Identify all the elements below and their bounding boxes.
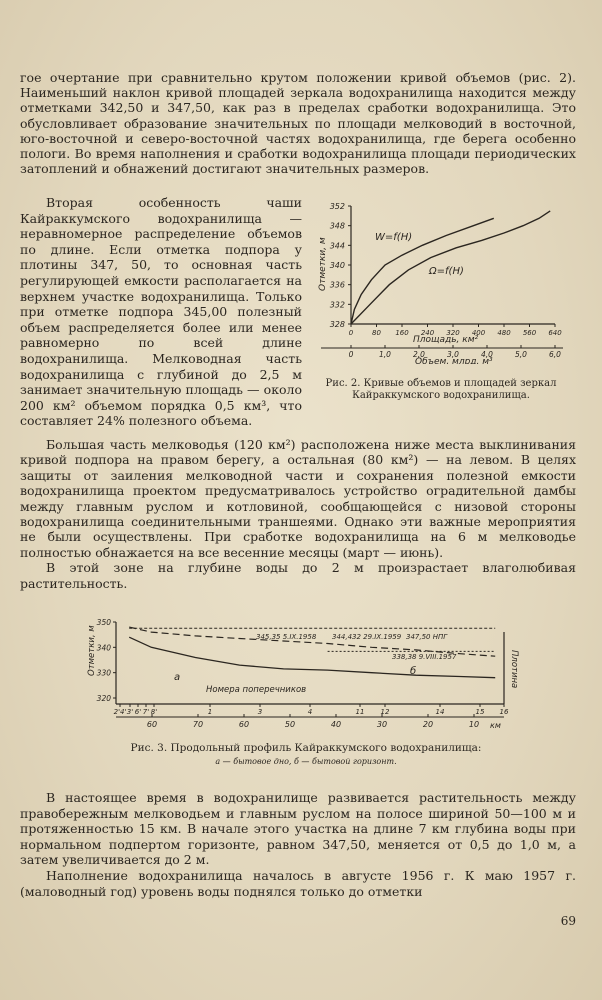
fig3-level-label-2: 344,432 29.IX.1959: [332, 633, 402, 641]
fig2-volume-tick-label: 4,0: [481, 350, 493, 359]
middle-paragraphs: [20, 437, 576, 591]
fig2-area-tick-label: 320: [446, 329, 460, 337]
fig3-section-label: 7': [142, 708, 150, 716]
fig3-section-label: 12: [380, 708, 390, 716]
fig3-section-label: 4: [307, 708, 313, 716]
fig3-caption-legend: а — бытовое дно, б — бытовой горизонт.: [215, 757, 397, 766]
fig2-y-tick-label: 328: [329, 320, 345, 329]
fig3-km-tick-label: 30: [376, 720, 388, 729]
fig2-caption: Рис. 2. Кривые объемов и площадей зеркал Кайраккумского водохранилища.: [325, 378, 557, 401]
figure-3: [76, 614, 536, 774]
fig3-section-label: 1: [207, 708, 213, 716]
bottom-paragraphs: [20, 790, 576, 899]
fig3-y-tick-label: 350: [96, 618, 111, 627]
fig3-section-label: 3: [257, 708, 263, 716]
wrap-paragraph-text: Вторая особенность чаши Кайраккумского водохранилища — неравномерное распределение объемов по длине. Если отметка подпора у плотины 347, 50, то основная часть регулирующей емкости располагается на верхнем участке водохранилища. Только при отметке подпора 345,00 полезный объем распределяется более или менее равномерно по всей длине водохранилища. Мелководная часть водохранилища с глубиной до 2,5 м занимает значительную площадь — около 200 км² объемом порядка 0,5 км³, что составляет 24% полезного объема.: [20, 195, 302, 429]
fig3-km-unit: км: [490, 721, 501, 730]
fig2-y-tick-label: 348: [329, 221, 345, 231]
fig3-curve-a-label: а: [174, 672, 181, 683]
top-paragraph: [20, 70, 576, 176]
fig2-volume-tick-label: 6,0: [549, 350, 561, 359]
fig3-y-tick-label: 330: [96, 668, 111, 678]
fig2-volume-tick-label: 5,0: [515, 350, 527, 359]
figure-2: [305, 196, 577, 420]
figure-2-chart: [305, 196, 577, 364]
fig2-volume-tick-label: 2,0: [413, 350, 425, 359]
fig3-section-label: 3': [126, 708, 134, 716]
fig2-axes: [321, 206, 563, 348]
fig2-x-label-area: Площадь, км²: [413, 335, 479, 345]
fig2-volume-curve: [351, 218, 494, 324]
middle-paragraph-2: В этой зоне на глубине воды до 2 м произрастает влаголюбивая растительность.: [20, 560, 576, 591]
middle-paragraph-1: Большая часть мелководья (120 км²) расположена ниже места выклинивания кривой подпора на правом берегу, а остальная (80 км²) — на левом. В целях защиты от заиления мелководной части и сохранения полезной емкости водохранилища проектом предусматривалось устройство оградительной дамбы между главным руслом и котловиной, сообщающейся с низовой стороны водохранилища соединительными траншеями. Однако эти важные мероприятия не были осуществлены. При сработке водохранилища на 6 м мелководье полностью обнажается на все весенние месяцы (март — июнь).: [20, 437, 576, 560]
fig3-caption: Рис. 3. Продольный профиль Кайраккумского водохранилища:: [130, 742, 482, 754]
figure-3-chart: [76, 614, 536, 734]
fig2-area-tick-label: 640: [548, 329, 562, 337]
fig3-section-label: 16: [499, 708, 509, 716]
top-paragraph-text: гое очертание при сравнительно крутом положении кривой объемов (рис. 2). Наименьший наклон кривой площадей зеркала водохранилища находится между отметками 342,50 и 347,50, как раз в пределах сработки водохранилища. Это обусловливает образование значительных по площади мелководий в восточной, юго-восточной и северо-восточной частях водохранилища, где берега особенно пологи. Во время наполнения и сработки водохранилища площади периодических затоплений и обнажений достигают значительных размеров.: [20, 70, 576, 177]
page-number: 69: [560, 914, 576, 928]
fig3-km-tick-label: 60: [146, 720, 158, 729]
fig3-section-label: 15: [475, 708, 485, 716]
fig2-volume-tick-label: 0: [348, 350, 354, 359]
fig3-km-tick-label: 60: [238, 720, 250, 729]
fig2-volume-tick-label: 3,0: [447, 350, 459, 359]
fig3-level-label-1: 345,35 5.IX.1958: [256, 633, 317, 641]
fig2-area-tick-label: 80: [372, 329, 381, 337]
fig3-km-tick-label: 10: [468, 720, 480, 729]
fig3-km-tick-label: 20: [422, 720, 434, 729]
bottom-paragraph-2: Наполнение водохранилища началось в августе 1956 г. К маю 1957 г. (маловодный год) уровень воды поднялся только до отметки: [20, 867, 576, 899]
fig2-x-label-volume: Объем, млрд. м³: [415, 357, 493, 364]
fig3-dam-label: Плотина: [509, 650, 519, 689]
fig3-y-tick-label: 340: [96, 643, 111, 653]
fig2-area-label: Ω=f(H): [429, 266, 464, 277]
fig2-area-tick-label: 160: [395, 329, 409, 337]
fig2-volume-tick-label: 1,0: [379, 350, 391, 359]
fig3-section-label: 14: [435, 708, 445, 716]
fig3-level-label-4: 338,38 9.VIII.1957: [392, 653, 457, 661]
fig3-section-label: 2'4': [113, 708, 127, 716]
fig3-section-label: 11: [355, 708, 365, 716]
fig2-y-tick-label: 344: [329, 241, 345, 251]
fig2-area-tick-label: 480: [497, 329, 511, 337]
fig2-area-tick-label: 560: [522, 329, 537, 337]
fig2-volume-label: W=f(H): [375, 232, 413, 243]
fig3-level-label-3: 347,50 НПГ: [406, 633, 448, 641]
fig3-section-label: 8': [150, 708, 158, 716]
fig2-area-tick-label: 400: [471, 329, 486, 337]
fig3-km-tick-label: 40: [330, 720, 342, 729]
fig2-area-tick-label: 240: [420, 329, 435, 337]
bottom-paragraph-1: В настоящее время в водохранилище развивается растительность между правобережным мелководьем и главным руслом на полосе шириной 50—100 м и протяженностью 15 км. В начале этого участка на длине 7 км глубина воды при нормальном подпертом горизонте, равном 347,50, меняется от 0,5 до 1,0 м, а затем увеличивается до 2 м.: [20, 790, 576, 868]
fig3-section-label: 6': [134, 708, 142, 716]
fig2-y-label: Отметки, м: [318, 237, 328, 291]
fig3-curve-b-label: б: [410, 666, 417, 677]
fig3-y-tick-label: 320: [96, 694, 111, 703]
fig3-y-label: Отметки, м: [87, 625, 97, 676]
fig2-area-tick-label: 0: [348, 329, 354, 337]
fig2-y-tick-label: 340: [329, 261, 345, 270]
fig3-km-tick-label: 50: [284, 720, 296, 729]
fig3-sections-label: Номера поперечников: [206, 685, 307, 695]
fig2-y-tick-label: 332: [329, 300, 345, 310]
wrap-paragraph: [20, 195, 302, 429]
fig2-y-tick-label: 336: [329, 280, 345, 290]
fig3-km-tick-label: 70: [192, 720, 204, 729]
fig2-y-tick-label: 352: [329, 202, 345, 211]
